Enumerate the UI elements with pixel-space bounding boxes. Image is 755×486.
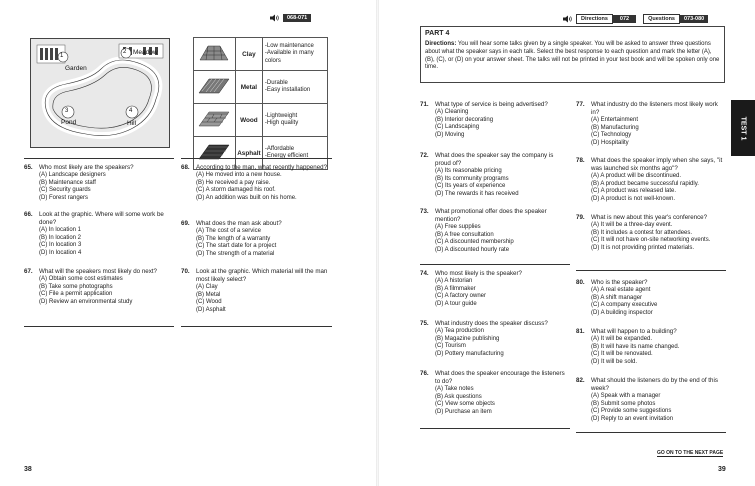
material-name: Metal — [235, 71, 262, 104]
wood-shingle-image — [194, 104, 236, 137]
answer-option[interactable]: (A) It will be a three-day event. — [591, 221, 673, 228]
answer-option[interactable]: (D) The strength of a material — [196, 250, 275, 257]
answer-option[interactable]: (C) Provide some suggestions — [591, 408, 672, 415]
divider — [181, 326, 332, 327]
question-67: 67. What will the speakers most likely do next? (A) Obtain some cost estimates (B) Take some photographs (C) File a permit application (D) Review an environmental study — [24, 268, 174, 307]
answer-option[interactable]: (C) In location 3 — [39, 242, 82, 249]
material-name: Clay — [235, 38, 262, 71]
clay-tile-image — [194, 38, 236, 71]
answer-option[interactable]: (B) It will have its name changed. — [591, 343, 680, 350]
question-79: 79. What is new about this year's conference? (A) It will be a three-day event. (B) It includes a contest for attendees. (C) It will not have on-site networking events. (D) It is not providing printed materials. — [576, 214, 726, 253]
answer-option[interactable]: (B) He received a pay raise. — [196, 179, 271, 186]
divider — [420, 264, 570, 265]
answer-option[interactable]: (A) Obtain some cost estimates — [39, 275, 123, 282]
answer-option[interactable]: (C) A product was released late. — [591, 188, 677, 195]
questions-track-badge: 073-080 — [680, 15, 708, 23]
answer-option[interactable]: (B) Metal — [196, 291, 221, 298]
answer-option[interactable]: (B) A shift manager — [591, 294, 643, 301]
question-69: 69. What does the man ask about? (A) The cost of a service (B) The length of a warranty (C) The start date for a project (D) The strength of a material — [181, 220, 333, 259]
audio-track-right — [563, 14, 708, 24]
directions-track-badge: 072 — [613, 15, 636, 23]
material-desc: -Low maintenance -Available in many colors — [262, 38, 327, 71]
divider — [576, 432, 726, 433]
hill-label: Hill — [127, 120, 137, 127]
answer-option[interactable]: (D) A discounted hourly rate — [435, 246, 510, 253]
material-name: Asphalt — [235, 137, 262, 170]
answer-option[interactable]: (D) Asphalt — [196, 306, 226, 313]
questions-label: Questions — [643, 14, 680, 24]
material-row — [194, 38, 328, 71]
answer-option[interactable]: (C) A company executive — [591, 302, 658, 309]
track-badge: 068-071 — [283, 14, 311, 22]
question-65: 65. Who most likely are the speakers? (A) Landscape designers (B) Maintenance staff (C) Security guards (D) Forest rangers — [24, 164, 174, 203]
next-page-link[interactable]: GO ON TO THE NEXT PAGE — [657, 450, 724, 456]
directions-label: Directions — [576, 14, 613, 24]
page-number: 38 — [24, 466, 32, 473]
page-number: 39 — [718, 466, 726, 473]
location-4-marker: 4 — [129, 108, 133, 114]
answer-option[interactable]: (C) The start date for a project — [196, 243, 277, 250]
question-75: 75. What industry does the speaker discuss? (A) Tea production (B) Magazine publishing (C) Tourism (D) Pottery manufacturing — [420, 320, 570, 359]
answer-option[interactable]: (B) Interior decorating — [435, 116, 494, 123]
answer-option[interactable]: (D) A tour guide — [435, 300, 477, 307]
answer-option[interactable]: (A) Take notes — [435, 385, 474, 392]
answer-option[interactable]: (C) A factory owner — [435, 293, 487, 300]
question-68: 68. According to the man, what recently happened? (A) He moved into a new house. (B) He received a pay raise. (C) A storm damaged his roof. (D) An addition was built on his home. — [181, 164, 333, 203]
answer-option[interactable]: (B) Take some photographs — [39, 283, 113, 290]
location-2-marker: 2 — [123, 49, 127, 55]
divider — [24, 326, 174, 327]
divider — [576, 270, 726, 271]
answer-option[interactable]: (D) In location 4 — [39, 249, 82, 256]
question-81: 81. What will happen to a building? (A) It will be expanded. (B) It will have its name changed. (C) It will be renovated. (D) It will be sold. — [576, 328, 726, 367]
question-76: 76. What does the speaker encourage the listeners to do? (A) Take notes (B) Ask questions (C) View some objects (D) Purchase an item — [420, 370, 570, 417]
metal-roof-image — [194, 71, 236, 104]
answer-option[interactable]: (B) It includes a contest for attendees. — [591, 229, 693, 236]
location-3-marker: 3 — [65, 108, 69, 114]
answer-option[interactable]: (A) Tea production — [435, 327, 484, 334]
answer-option[interactable]: (A) Clay — [196, 283, 218, 290]
answer-option[interactable]: (D) Review an environmental study — [39, 298, 133, 305]
answer-option[interactable]: (B) Its community programs — [435, 175, 509, 182]
answer-option[interactable]: (D) It will be sold. — [591, 358, 638, 365]
material-desc: -Durable -Easy installation — [262, 71, 327, 104]
answer-option[interactable]: (A) In location 1 — [39, 226, 82, 233]
directions-text: Directions: You will hear some talks given by a single speaker. You will be asked to answer three questions about what the speaker says in each talk. Select the best response to each question and mark the letter (A), (B), (C), or (D) on your answer sheet. The talks will not be printed in your test book and will be spoken only one time. — [425, 41, 720, 71]
audio-track-left — [270, 14, 311, 22]
answer-option[interactable]: (D) It is not providing printed materials. — [591, 244, 695, 251]
divider — [181, 158, 332, 159]
answer-option[interactable]: (A) The cost of a service — [196, 227, 261, 234]
answer-option[interactable]: (B) Maintenance staff — [39, 179, 96, 186]
question-73: 73. What promotional offer does the speaker mention? (A) Free supplies (B) A free consultation (C) A discounted membership (D) A discounted hourly rate — [420, 208, 570, 255]
question-77: 77. What industry do the listeners most likely work in? (A) Entertainment (B) Manufacturing (C) Technology (D) Hospitality — [576, 101, 726, 148]
material-desc: -Affordable -Energy efficient — [262, 137, 327, 170]
answer-option[interactable]: (D) The rewards it has received — [435, 190, 519, 197]
question-72: 72. What does the speaker say the company is proud of? (A) Its reasonable pricing (B) Its community programs (C) Its years of experience (D) The rewards it has received — [420, 152, 570, 199]
answer-option[interactable]: (A) A product will be discontinued. — [591, 172, 682, 179]
answer-option[interactable]: (A) Free supplies — [435, 223, 481, 230]
answer-option[interactable]: (D) An addition was built on his home. — [196, 194, 297, 201]
material-row — [194, 71, 328, 104]
answer-option[interactable]: (B) A free consultation — [435, 231, 494, 238]
speaker-icon — [270, 14, 280, 22]
answer-option[interactable]: (C) Landscaping — [435, 124, 480, 131]
question-78: 78. What does the speaker imply when she says, "it was launched six months ago"? (A) A product will be discontinued. (B) A product became successful rapidly. (C) A product was released late. (D) A product is not well-known. — [576, 157, 726, 204]
answer-option[interactable]: (A) Landscape designers — [39, 171, 106, 178]
answer-option[interactable]: (D) Reply to an event invitation — [591, 415, 674, 422]
answer-option[interactable]: (B) Ask questions — [435, 393, 482, 400]
answer-option[interactable]: (C) Tourism — [435, 343, 466, 350]
answer-option[interactable]: (B) A filmmaker — [435, 285, 476, 292]
answer-option[interactable]: (D) Hospitality — [591, 139, 629, 146]
answer-option[interactable]: (B) A product became successful rapidly. — [591, 180, 699, 187]
answer-option[interactable]: (C) A storm damaged his roof. — [196, 187, 276, 194]
answer-option[interactable]: (C) It will be renovated. — [591, 351, 653, 358]
question-74: 74. Who most likely is the speaker? (A) A historian (B) A filmmaker (C) A factory owner (D) A tour guide — [420, 270, 570, 309]
roofing-material-table — [193, 37, 328, 170]
answer-option[interactable]: (A) Entertainment — [591, 116, 639, 123]
answer-option[interactable]: (B) Submit some photos — [591, 400, 656, 407]
book-gutter — [376, 0, 379, 486]
answer-option[interactable]: (A) He moved into a new house. — [196, 171, 282, 178]
answer-option[interactable]: (A) Its reasonable pricing — [435, 167, 502, 174]
answer-option[interactable]: (C) It will not have on-site networking events. — [591, 237, 711, 244]
material-row — [194, 104, 328, 137]
answer-option[interactable]: (A) A historian — [435, 277, 473, 284]
answer-option[interactable]: (B) In location 2 — [39, 234, 82, 241]
answer-option[interactable]: (C) Wood — [196, 299, 222, 306]
answer-option[interactable]: (D) Purchase an item — [435, 408, 492, 415]
meadow-label: Meadow — [133, 49, 158, 56]
question-82: 82. What should the listeners do by the end of this week? (A) Speak with a manager (B) Submit some photos (C) Provide some suggestions (D) Reply to an event invitation — [576, 377, 726, 424]
material-desc: -Lightweight -High quality — [262, 104, 327, 137]
answer-option[interactable]: (D) A building inspector — [591, 309, 653, 316]
part-4-directions-box — [420, 26, 725, 83]
answer-option[interactable]: (A) It will be expanded. — [591, 335, 653, 342]
answer-option[interactable]: (C) Its years of experience — [435, 183, 506, 190]
location-1-marker: 1 — [60, 53, 64, 59]
garden-label: Garden — [65, 65, 87, 72]
park-map — [30, 38, 170, 148]
question-71: 71. What type of service is being advertised? (A) Cleaning (B) Interior decorating (C) Landscaping (D) Moving — [420, 101, 570, 140]
answer-option[interactable]: (B) The length of a warranty — [196, 235, 271, 242]
answer-option[interactable]: (C) Security guards — [39, 187, 91, 194]
answer-option[interactable]: (A) Speak with a manager — [591, 392, 661, 399]
answer-option[interactable]: (B) Magazine publishing — [435, 335, 500, 342]
answer-option[interactable]: (C) File a permit application — [39, 291, 113, 298]
speaker-icon — [563, 15, 573, 23]
divider — [420, 428, 570, 429]
answer-option[interactable]: (D) Pottery manufacturing — [435, 350, 504, 357]
answer-option[interactable]: (B) Manufacturing — [591, 124, 639, 131]
answer-option[interactable]: (D) Moving — [435, 131, 465, 138]
answer-option[interactable]: (C) Technology — [591, 132, 632, 139]
answer-option[interactable]: (C) A discounted membership — [435, 239, 514, 246]
answer-option[interactable]: (A) A real estate agent — [591, 286, 651, 293]
answer-option[interactable]: (D) Forest rangers — [39, 194, 89, 201]
question-80: 80. Who is the speaker? (A) A real estate agent (B) A shift manager (C) A company executive (D) A building inspector — [576, 279, 726, 318]
test-section-tab: TEST 1 — [731, 100, 755, 156]
divider — [24, 158, 174, 159]
part-title: PART 4 — [425, 30, 450, 37]
question-70: 70. Look at the graphic. Which material will the man most likely select? (A) Clay (B) Metal (C) Wood (D) Asphalt — [181, 268, 333, 315]
question-66: 66. Look at the graphic. Where will some work be done? (A) In location 1 (B) In location 2 (C) In location 3 (D) In location 4 — [24, 211, 174, 258]
answer-option[interactable]: (A) Cleaning — [435, 108, 469, 115]
pond-label: Pond — [61, 119, 77, 126]
answer-option[interactable]: (C) View some objects — [435, 401, 495, 408]
material-name: Wood — [235, 104, 262, 137]
answer-option[interactable]: (D) A product is not well-known. — [591, 195, 676, 202]
